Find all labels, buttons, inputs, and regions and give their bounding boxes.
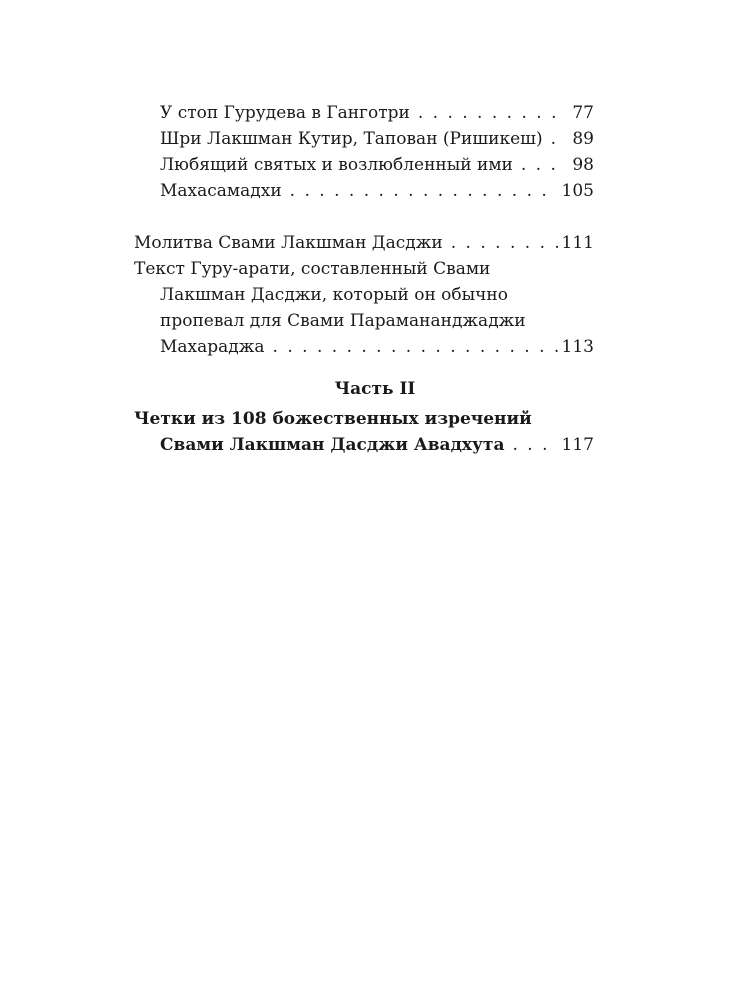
toc-entry-beloved-saints[interactable] (160, 152, 594, 178)
toc-entry-title: Махасамадхи (160, 181, 282, 201)
toc-entry-prayer[interactable] (134, 230, 594, 256)
toc-entry-page: 77 (572, 103, 594, 123)
toc-entry-page: 117 (561, 435, 594, 455)
dot-leader (513, 152, 558, 178)
toc-entry-page: 111 (561, 233, 594, 253)
dot-leader (265, 334, 558, 360)
toc-entry-arati-line3[interactable]: пропевал для Свами Парамананджаджи (160, 311, 526, 331)
toc-entry-title: У стоп Гурудева в Ганготри (160, 103, 410, 123)
toc-entry-part2-line2[interactable] (160, 432, 594, 458)
toc-entry-gangotri[interactable] (160, 100, 594, 126)
toc-entry-title: Любящий святых и возлюбленный ими (160, 155, 513, 175)
dot-leader (282, 178, 558, 204)
toc-entry-title: Махараджа (160, 337, 265, 357)
dot-leader (504, 432, 558, 458)
toc-entry-lakshman-kutir[interactable] (160, 126, 594, 152)
dot-leader (410, 100, 558, 126)
toc-entry-arati-line4[interactable] (160, 334, 594, 360)
toc-entry-page: 89 (572, 129, 594, 149)
part-heading: Часть II (334, 379, 416, 399)
toc-entry-arati-line2[interactable]: Лакшман Дасджи, который он обычно (160, 285, 508, 305)
toc-entry-part2-line1[interactable]: Четки из 108 божественных изречений (134, 409, 532, 429)
toc-entry-arati-line1[interactable]: Текст Гуру-арати, составленный Свами (134, 259, 491, 279)
toc-entry-page: 98 (572, 155, 594, 175)
toc-entry-title: Шри Лакшман Кутир, Тапован (Ришикеш) (160, 129, 543, 149)
dot-leader (443, 230, 558, 256)
dot-leader (543, 126, 558, 152)
toc-entry-page: 105 (561, 181, 594, 201)
toc-entry-title: Молитва Свами Лакшман Дасджи (134, 233, 443, 253)
toc-entry-mahasamadhi[interactable] (160, 178, 594, 204)
toc-entry-title: Свами Лакшман Дасджи Авадхута (160, 435, 505, 455)
toc-entry-page: 113 (561, 337, 594, 357)
